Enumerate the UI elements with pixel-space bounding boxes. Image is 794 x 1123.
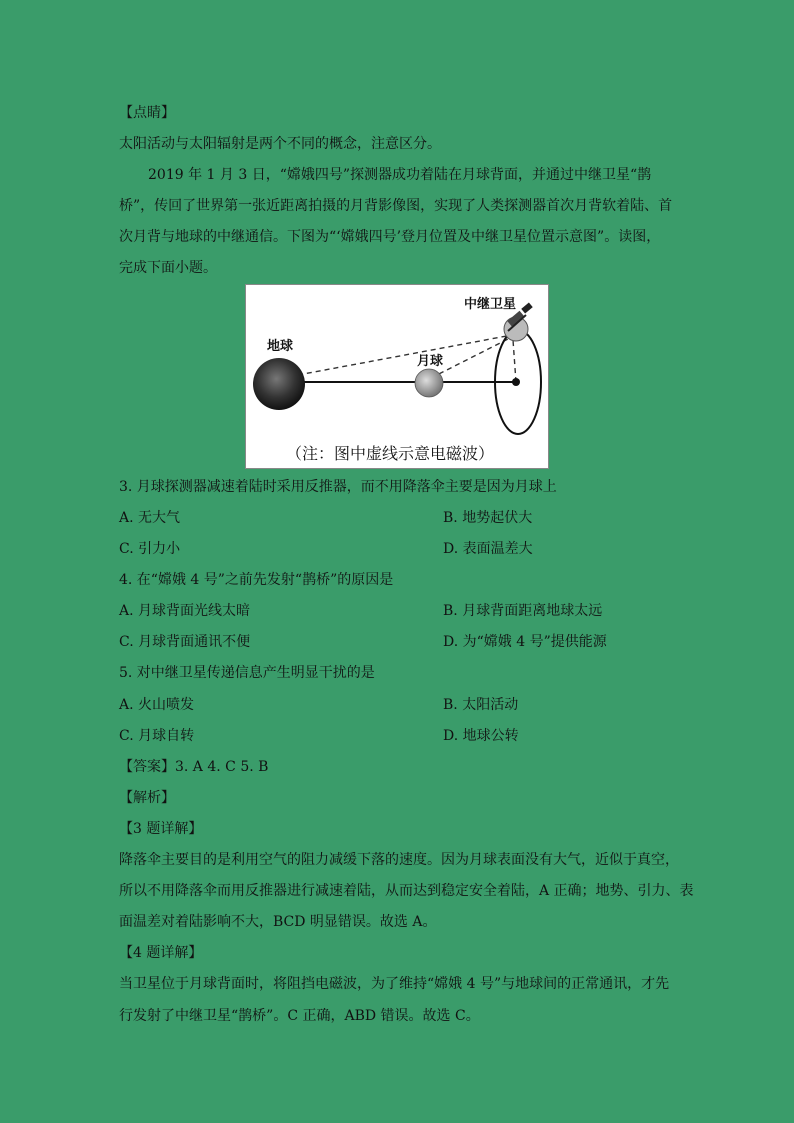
q5-option-b: B. 太阳活动	[443, 697, 519, 713]
intro-line-3: 次月背与地球的中继通信。下图为“‘嫦娥四号’登月位置及中继卫星位置示意图”。读图，	[119, 229, 661, 245]
question-3-stem: 3. 月球探测器减速着陆时采用反推器，而不用降落伞主要是因为月球上	[119, 479, 557, 495]
q4-option-a: A. 月球背面光线太暗	[119, 603, 251, 619]
q5-option-a: A. 火山喷发	[119, 697, 195, 713]
detail-4-line-2: 行发射了中继卫星“鹊桥”。C 正确，ABD 错误。故选 C。	[119, 1008, 480, 1024]
question-4-stem: 4. 在“嫦娥 4 号”之前先发射“鹊桥”的原因是	[119, 572, 394, 588]
q5-option-d: D. 地球公转	[443, 728, 519, 744]
q4-option-c: C. 月球背面通讯不便	[119, 634, 251, 650]
wave-earth-to-satellite	[298, 335, 512, 375]
q3-option-d: D. 表面温差大	[443, 541, 533, 557]
detail-3-line-2: 所以不用降落伞而用反推器进行减速着陆，从而达到稳定安全着陆，A 正确；地势、引力、表	[119, 883, 694, 899]
satellite-label: 中继卫星	[464, 297, 517, 312]
tip-heading: 【点睛】	[119, 105, 175, 121]
analysis-heading: 【解析】	[119, 790, 175, 806]
lagrange-point-dot	[512, 378, 520, 386]
answer-line: 【答案】3. A 4. C 5. B	[119, 759, 269, 775]
earth-moon-relay-diagram	[245, 284, 549, 469]
q3-option-a: A. 无大气	[119, 510, 181, 526]
q4-option-b: B. 月球背面距离地球太远	[443, 603, 603, 619]
intro-line-4: 完成下面小题。	[119, 260, 217, 276]
earth-icon	[253, 358, 305, 410]
intro-line-2: 桥”，传回了世界第一张近距离拍摄的月背影像图，实现了人类探测器首次月背软着陆、首	[119, 198, 673, 214]
detail-3-line-1: 降落伞主要目的是利用空气的阻力减缓下落的速度。因为月球表面没有大气，近似于真空，	[119, 852, 679, 868]
q3-option-c: C. 引力小	[119, 541, 181, 557]
detail-4-line-1: 当卫星位于月球背面时，将阻挡电磁波，为了维持“嫦娥 4 号”与地球间的正常通讯，才先	[119, 976, 670, 992]
q5-option-c: C. 月球自转	[119, 728, 195, 744]
earth-label: 地球	[267, 339, 294, 354]
wave-lander-to-satellite	[513, 340, 516, 382]
detail-3-heading: 【3 题详解】	[119, 821, 203, 837]
tip-text: 太阳活动与太阳辐射是两个不同的概念，注意区分。	[119, 136, 441, 152]
figure-caption: （注：图中虚线示意电磁波）	[286, 444, 495, 463]
moon-icon	[415, 369, 443, 397]
q3-option-b: B. 地势起伏大	[443, 510, 533, 526]
intro-line-1: 2019 年 1 月 3 日，“嫦娥四号”探测器成功着陆在月球背面，并通过中继卫星“鹊	[148, 167, 652, 183]
moon-label: 月球	[417, 354, 444, 369]
wave-moon-to-satellite	[431, 337, 512, 378]
question-5-stem: 5. 对中继卫星传递信息产生明显干扰的是	[119, 665, 375, 681]
detail-3-line-3: 面温差对着陆影响不大，BCD 明显错误。故选 A。	[119, 914, 437, 930]
q4-option-d: D. 为“嫦娥 4 号”提供能源	[443, 634, 607, 650]
detail-4-heading: 【4 题详解】	[119, 945, 203, 961]
